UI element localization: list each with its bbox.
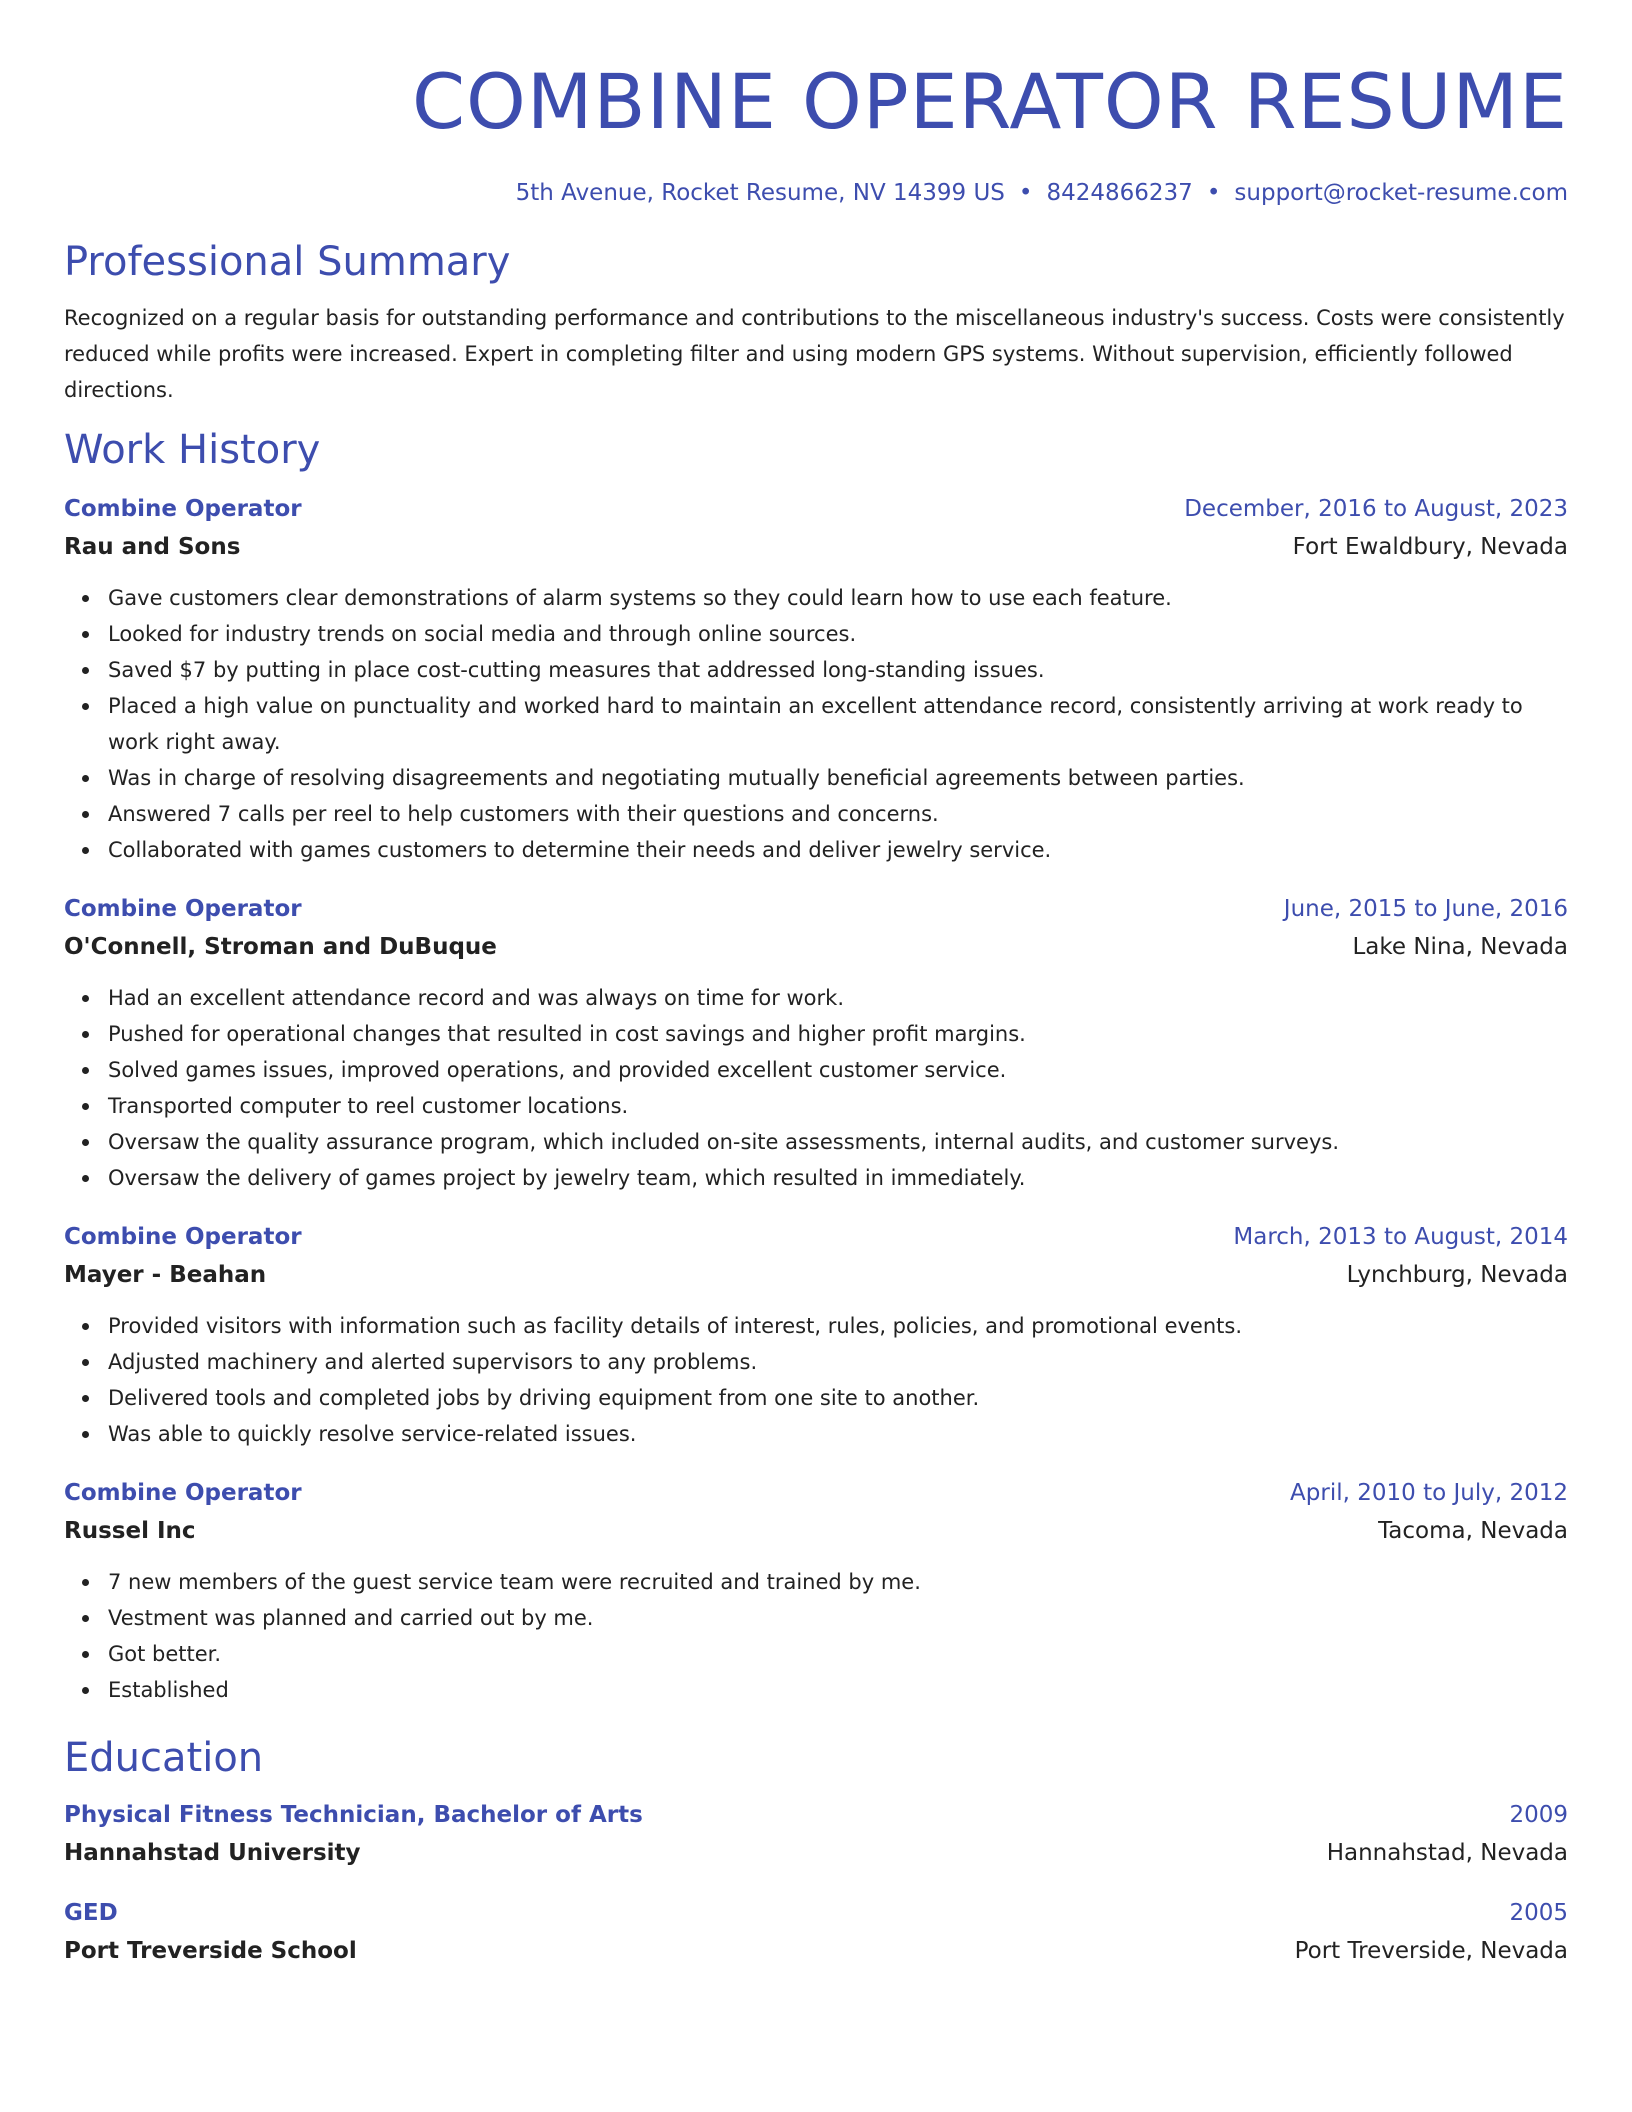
- job-bullet: Was able to quickly resolve service-related issues.: [108, 1416, 1568, 1452]
- job-bullet: Delivered tools and completed jobs by driving equipment from one site to another.: [108, 1380, 1568, 1416]
- resume-header: [64, 52, 1568, 208]
- job-bullet: Pushed for operational changes that resulted in cost savings and higher profit margins.: [108, 1016, 1568, 1052]
- contact-phone: 8424866237: [1046, 180, 1193, 206]
- job-bullet: Transported computer to reel customer locations.: [108, 1088, 1568, 1124]
- education-degree: Physical Fitness Technician, Bachelor of Arts: [64, 1802, 643, 1828]
- job-dates: April, 2010 to July, 2012: [1290, 1480, 1568, 1506]
- contact-separator: •: [1206, 180, 1221, 206]
- job-bullet-list: [64, 1564, 1568, 1708]
- job-bullet-list: [64, 980, 1568, 1196]
- job-bullet: 7 new members of the guest service team were recruited and trained by me.: [108, 1564, 1568, 1600]
- job-location: Lynchburg, Nevada: [1346, 1262, 1568, 1288]
- job-bullet: Collaborated with games customers to determine their needs and deliver jewelry service.: [108, 832, 1568, 868]
- job-bullet: Solved games issues, improved operations, and provided excellent customer service.: [108, 1052, 1568, 1088]
- job-dates: June, 2015 to June, 2016: [1283, 896, 1568, 922]
- job-dates: March, 2013 to August, 2014: [1233, 1224, 1568, 1250]
- job-title: Combine Operator: [64, 496, 302, 522]
- job-bullet: Oversaw the delivery of games project by jewelry team, which resulted in immediately.: [108, 1160, 1568, 1196]
- job-bullet: Answered 7 calls per reel to help customers with their questions and concerns.: [108, 796, 1568, 832]
- contact-address: 5th Avenue, Rocket Resume, NV 14399 US: [515, 180, 1005, 206]
- job-company: Rau and Sons: [64, 534, 241, 560]
- education-year: 2005: [1509, 1900, 1568, 1926]
- education-entry: [64, 1894, 1568, 1970]
- job-entry: [64, 1218, 1568, 1452]
- contact-email: support@rocket-resume.com: [1234, 180, 1568, 206]
- job-bullet: Got better.: [108, 1636, 1568, 1672]
- job-bullet-list: [64, 1308, 1568, 1452]
- education-heading: Education: [64, 1735, 264, 1781]
- job-entry: [64, 490, 1568, 868]
- job-bullet: Provided visitors with information such as facility details of interest, rules, policies, and promotional events.: [108, 1308, 1568, 1344]
- education-entry: [64, 1796, 1568, 1872]
- contact-separator: •: [1018, 180, 1033, 206]
- job-company: Mayer - Beahan: [64, 1262, 267, 1288]
- job-location: Tacoma, Nevada: [1378, 1518, 1568, 1544]
- education-location: Hannahstad, Nevada: [1326, 1840, 1568, 1866]
- education-location: Port Treverside, Nevada: [1294, 1938, 1568, 1964]
- job-bullet: Saved $7 by putting in place cost-cutting measures that addressed long-standing issues.: [108, 652, 1568, 688]
- job-bullet: Oversaw the quality assurance program, which included on-site assessments, internal audits, and customer surveys.: [108, 1124, 1568, 1160]
- job-bullet: Was in charge of resolving disagreements and negotiating mutually beneficial agreements between parties.: [108, 760, 1568, 796]
- job-bullet: Adjusted machinery and alerted supervisors to any problems.: [108, 1344, 1568, 1380]
- summary-text: Recognized on a regular basis for outstanding performance and contributions to the miscellaneous industry's success. Costs were consistently reduced while profits were increased. Expert in completing filter and using modern GPS systems. Without supervision, efficiently followed directions.: [64, 306, 1565, 402]
- job-bullet: Established: [108, 1672, 1568, 1708]
- job-location: Lake Nina, Nevada: [1352, 934, 1568, 960]
- job-entry: [64, 890, 1568, 1196]
- summary-heading: Professional Summary: [64, 239, 511, 285]
- job-bullet: Placed a high value on punctuality and worked hard to maintain an excellent attendance record, consistently arriving at work ready to work right away.: [108, 688, 1568, 760]
- resume-title: COMBINE OPERATOR RESUME: [411, 57, 1568, 146]
- education-year: 2009: [1509, 1802, 1568, 1828]
- job-company: Russel Inc: [64, 1518, 196, 1544]
- education-degree: GED: [64, 1900, 118, 1926]
- job-company: O'Connell, Stroman and DuBuque: [64, 934, 497, 960]
- job-entry: [64, 1474, 1568, 1708]
- education-school: Port Treverside School: [64, 1938, 357, 1964]
- job-bullet: Vestment was planned and carried out by me.: [108, 1600, 1568, 1636]
- job-bullet: Had an excellent attendance record and was always on time for work.: [108, 980, 1568, 1016]
- job-location: Fort Ewaldbury, Nevada: [1292, 534, 1568, 560]
- contact-line: [64, 178, 1568, 208]
- job-title: Combine Operator: [64, 1224, 302, 1250]
- education-school: Hannahstad University: [64, 1840, 361, 1866]
- job-dates: December, 2016 to August, 2023: [1184, 496, 1568, 522]
- job-title: Combine Operator: [64, 1480, 302, 1506]
- job-bullet: Looked for industry trends on social media and through online sources.: [108, 616, 1568, 652]
- job-title: Combine Operator: [64, 896, 302, 922]
- job-bullet-list: [64, 580, 1568, 868]
- job-bullet: Gave customers clear demonstrations of alarm systems so they could learn how to use each feature.: [108, 580, 1568, 616]
- work-history-heading: Work History: [64, 427, 321, 473]
